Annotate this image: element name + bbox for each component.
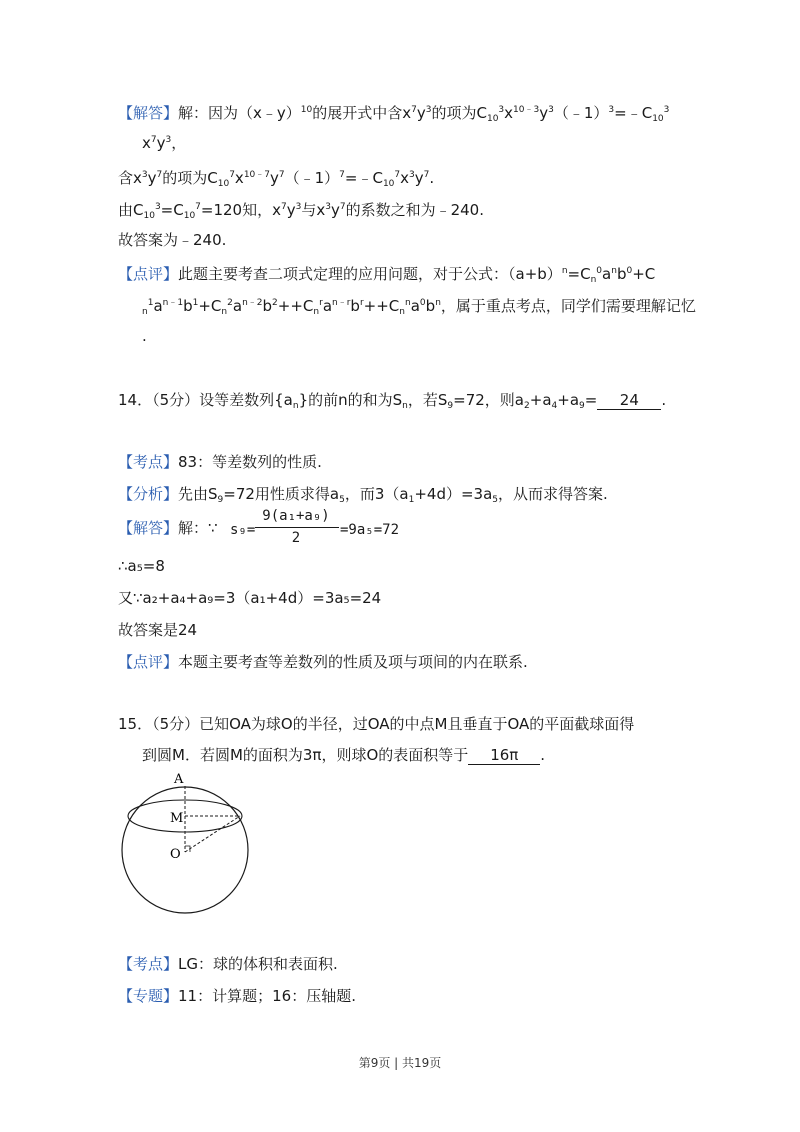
q14-comment: 【点评】本题主要考查等差数列的性质及项与项间的内在联系. bbox=[118, 653, 528, 671]
tag-topic: 【专题】 bbox=[118, 987, 179, 1005]
q15-kaodian: 【考点】LG：球的体积和表面积. bbox=[118, 955, 338, 973]
q14-fraction-bar bbox=[255, 527, 339, 528]
q14-fraction-denominator: 2 bbox=[291, 530, 301, 546]
q13-solution-line-4: 由$C_{10}^3=C_{10}^7=120$知，$x^7y^3$与$x^3y^7$的系数之和为﹣240. bbox=[118, 201, 484, 221]
q13-comment-line-3: . bbox=[142, 327, 147, 345]
q14-fraction-lhs: s₉= bbox=[230, 522, 256, 538]
tag-solution: 【解答】 bbox=[118, 104, 179, 122]
sphere-figure bbox=[118, 766, 258, 916]
q13-solution-line-3: 含$x^3y^7$的项为$C_{10}^7x^{10﹣7}y^7(﹣1)^7=﹣C_{10}^7x^3y^7$. bbox=[118, 169, 435, 189]
q14-fraction-numerator: 9(a₁+a₉) bbox=[262, 508, 330, 524]
q14-fraction-rhs: =9a₅=72 bbox=[340, 522, 400, 538]
tag-analysis: 【分析】 bbox=[118, 485, 179, 503]
tag-solution: 【解答】 bbox=[118, 519, 179, 537]
q15-stem-line-1: 15．（5分）已知OA为球O的半径，过OA的中点M且垂直于OA的平面截球面得 bbox=[118, 715, 635, 733]
label-a: A bbox=[174, 772, 184, 787]
q14-answer: 24 bbox=[597, 391, 661, 410]
q14-stem: 14．（5分）设等差数列$\{a_n\}$的前n的和为$S_n$，若$S_9=72$，则$a_2+a_4+a_9= 24$ . bbox=[118, 391, 667, 411]
q15-stem-line-2: 到圆M．若圆M的面积为3π，则球O的表面积等于 16π . bbox=[142, 746, 546, 764]
q15-answer: 16π bbox=[468, 746, 540, 765]
q14-solution-line-3: 又∵a₂+a₄+a₉=3（a₁+4d）=3a₅=24 bbox=[118, 589, 382, 607]
radius-o-line bbox=[185, 816, 240, 852]
page-footer: 第9页 | 共19页 bbox=[358, 1056, 442, 1070]
q13-comment-line-1: 【点评】此题主要考查二项式定理的应用问题，对于公式：$(a+b)^n=C_n^0a^nb^0+C$ bbox=[118, 265, 656, 285]
q13-solution-line-2: $x^7y^3$， bbox=[142, 134, 187, 152]
q15-zhuanti: 【专题】11：计算题；16：压轴题. bbox=[118, 987, 356, 1005]
tag-kaodian: 【考点】 bbox=[118, 955, 179, 973]
tag-comment: 【点评】 bbox=[118, 653, 179, 671]
label-m: M bbox=[170, 811, 184, 826]
q13-solution-line-1: 【解答】解：因为（x﹣y）$^{10}$的展开式中含$x^7y^3$的项为$C_{10}^3x^{10﹣3}y^3(﹣1)^3=﹣C_{10}^3$ bbox=[118, 104, 670, 124]
tag-comment: 【点评】 bbox=[118, 265, 179, 283]
q14-solution-line-2: ∴a₅=8 bbox=[118, 557, 165, 575]
q14-solution-label: 【解答】解：∵ bbox=[118, 519, 218, 537]
label-o: O bbox=[170, 847, 181, 862]
q14-analysis: 【分析】先由$S_9=72$用性质求得$a_5$，而$3(a_1+4d)=3a_5$，从而求得答案. bbox=[118, 485, 608, 505]
q14-kaodian: 【考点】83：等差数列的性质. bbox=[118, 453, 322, 471]
q13-solution-line-5: 故答案为﹣240. bbox=[118, 231, 227, 249]
tag-kaodian: 【考点】 bbox=[118, 453, 179, 471]
q13-comment-line-2: $_n^1a^{n﹣1}b^1+C_n^2a^{n﹣2}b^2++C_n^ra^{n﹣r}b^r++C_n^na^0b^n$，属于重点考点，同学们需要理解记忆 bbox=[142, 297, 696, 317]
q14-solution-line-4: 故答案是24 bbox=[118, 621, 198, 639]
